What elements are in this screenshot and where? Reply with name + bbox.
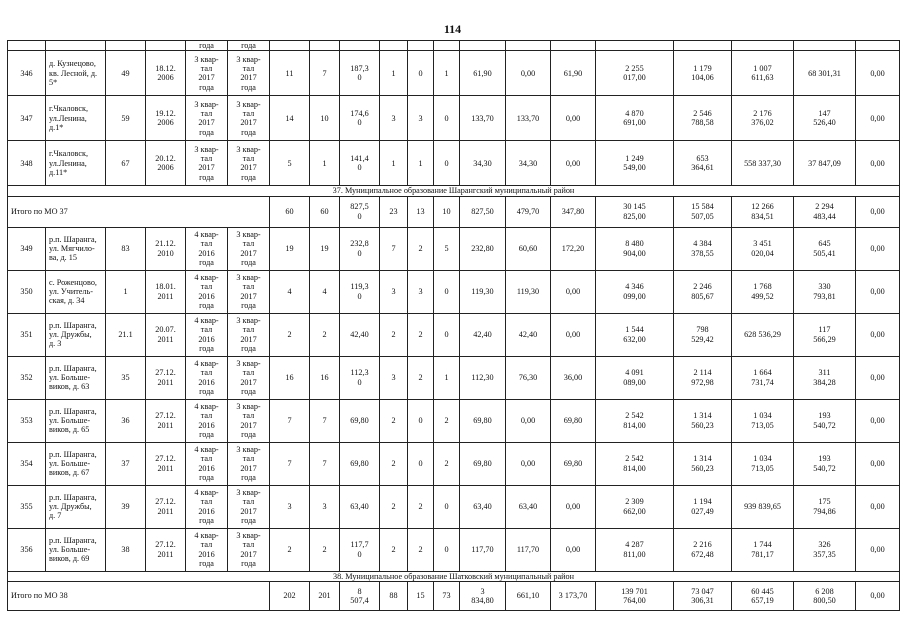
table-cell: 3 (380, 270, 408, 313)
table-cell: 355 (8, 485, 46, 528)
table-cell: 69,80 (460, 399, 506, 442)
table-cell: 88 (380, 581, 408, 610)
table-cell: 8 480 904,00 (596, 227, 674, 270)
total-row (8, 196, 900, 227)
table-cell: 4 091 089,00 (596, 356, 674, 399)
table-cell: 10 (310, 96, 340, 141)
table-cell (310, 41, 340, 51)
table-cell: 0 (434, 485, 460, 528)
table-cell: 311 384,28 (794, 356, 856, 399)
table-cell: 0,00 (551, 141, 596, 186)
table-cell: 3 квар- тал 2017 года (228, 270, 270, 313)
table-cell: 11 (270, 51, 310, 96)
table-cell: 3 квар- тал 2017 года (228, 227, 270, 270)
table-cell: с. Роженцово, ул. Учитель- ская, д. 34 (46, 270, 106, 313)
table-cell: 0,00 (856, 270, 900, 313)
table-cell: 0,00 (551, 528, 596, 571)
table-cell: 2 (434, 442, 460, 485)
table-cell: 0,00 (856, 485, 900, 528)
table-cell: 20.07. 2011 (146, 313, 186, 356)
table-cell: 69,80 (551, 399, 596, 442)
table-cell: 798 529,42 (674, 313, 732, 356)
table-cell: Итого по МО 37 (8, 196, 270, 227)
table-cell: 4 квар- тал 2016 года (186, 442, 228, 485)
table-row (8, 41, 900, 51)
table-row (8, 96, 900, 141)
table-cell: 827,50 (460, 196, 506, 227)
table-cell: 1 (434, 51, 460, 96)
table-cell: 39 (106, 485, 146, 528)
table-cell: 1 664 731,74 (732, 356, 794, 399)
table-cell: 27.12. 2011 (146, 442, 186, 485)
table-row (8, 399, 900, 442)
table-cell: 350 (8, 270, 46, 313)
table-cell: 0 (408, 399, 434, 442)
table-cell: 1 (380, 141, 408, 186)
table-cell: 2 (270, 313, 310, 356)
table-cell (106, 41, 146, 51)
table-cell: 27.12. 2011 (146, 528, 186, 571)
table-cell: 37 (106, 442, 146, 485)
table-cell: 2 (380, 399, 408, 442)
table-row (8, 442, 900, 485)
table-cell (408, 41, 434, 51)
table-cell: 38. Муниципальное образование Шатковский муниципальный район (8, 571, 900, 581)
table-cell: 939 839,65 (732, 485, 794, 528)
table-cell: 4 квар- тал 2016 года (186, 399, 228, 442)
table-cell (794, 41, 856, 51)
table-cell: года (228, 41, 270, 51)
table-cell: 147 526,40 (794, 96, 856, 141)
table-cell: 35 (106, 356, 146, 399)
table-cell: 0,00 (506, 51, 551, 96)
table-cell: 2 (380, 528, 408, 571)
table-cell: 1 034 713,05 (732, 442, 794, 485)
table-cell: 3 квар- тал 2017 года (186, 51, 228, 96)
table-cell (146, 41, 186, 51)
table-cell: р.п. Шаранга, ул. Мягчило- ва, д. 15 (46, 227, 106, 270)
table-cell: 202 (270, 581, 310, 610)
table-cell: 193 540,72 (794, 399, 856, 442)
table-cell: 69,80 (340, 442, 380, 485)
table-cell: 42,40 (506, 313, 551, 356)
table-cell (506, 41, 551, 51)
table-cell: 6 208 800,50 (794, 581, 856, 610)
table-cell: 16 (270, 356, 310, 399)
table-cell: 0,00 (856, 227, 900, 270)
table-cell (460, 41, 506, 51)
table-cell: 61,90 (460, 51, 506, 96)
table-cell: 139 701 764,00 (596, 581, 674, 610)
table-cell: 2 216 672,48 (674, 528, 732, 571)
table-cell: 2 (408, 313, 434, 356)
table-cell (270, 41, 310, 51)
table-cell: 348 (8, 141, 46, 186)
table-cell: 1 314 560,23 (674, 442, 732, 485)
table-cell: 2 294 483,44 (794, 196, 856, 227)
table-cell: 3 (408, 96, 434, 141)
table-cell: 175 794,86 (794, 485, 856, 528)
table-cell: 0,00 (856, 141, 900, 186)
table-cell: 2 (380, 485, 408, 528)
table-cell: р.п. Шаранга, ул. Больше- виков, д. 65 (46, 399, 106, 442)
table-cell: 653 364,61 (674, 141, 732, 186)
table-cell: 4 квар- тал 2016 года (186, 485, 228, 528)
table-cell: 37 847,09 (794, 141, 856, 186)
table-cell: 645 505,41 (794, 227, 856, 270)
table-cell: 18.12. 2006 (146, 51, 186, 96)
table-cell: 21.1 (106, 313, 146, 356)
table-cell: д. Кузнецово, кв. Лесной, д. 5* (46, 51, 106, 96)
table-cell: 1 034 713,05 (732, 399, 794, 442)
table-cell: 2 (380, 313, 408, 356)
table-cell: 36 (106, 399, 146, 442)
table-cell: 8 507,4 (340, 581, 380, 610)
table-row (8, 356, 900, 399)
table-cell: 2 255 017,00 (596, 51, 674, 96)
table-cell: 12 266 834,51 (732, 196, 794, 227)
table-cell: 4 квар- тал 2016 года (186, 270, 228, 313)
table-cell: 34,30 (506, 141, 551, 186)
table-cell: 0 (434, 528, 460, 571)
total-row (8, 581, 900, 610)
table-cell: 119,3 0 (340, 270, 380, 313)
table-cell: 3 квар- тал 2017 года (228, 313, 270, 356)
table-cell: 60 445 657,19 (732, 581, 794, 610)
table-cell (434, 41, 460, 51)
table-cell (732, 41, 794, 51)
table-cell: р.п. Шаранга, ул. Больше- виков, д. 69 (46, 528, 106, 571)
table-cell: 1 007 611,63 (732, 51, 794, 96)
table-cell: р.п. Шаранга, ул. Дружбы, д. 7 (46, 485, 106, 528)
table-cell: 4 квар- тал 2016 года (186, 528, 228, 571)
table-cell: 5 (270, 141, 310, 186)
table-cell: 2 176 376,02 (732, 96, 794, 141)
table-cell: 60 (270, 196, 310, 227)
table-cell: 1 (408, 141, 434, 186)
table-cell: р.п. Шаранга, ул. Больше- виков, д. 63 (46, 356, 106, 399)
table-cell: 0,00 (856, 442, 900, 485)
table-cell: 34,30 (460, 141, 506, 186)
table-cell: 63,40 (506, 485, 551, 528)
table-cell: 0 (434, 270, 460, 313)
table-cell: 59 (106, 96, 146, 141)
table-cell: 73 (434, 581, 460, 610)
table-cell: 0,00 (856, 356, 900, 399)
table-cell: 0,00 (506, 442, 551, 485)
table-cell: 2 546 788,58 (674, 96, 732, 141)
table-cell (8, 41, 46, 51)
table-cell: 1 (380, 51, 408, 96)
table-cell: 174,6 0 (340, 96, 380, 141)
table-cell: 3 173,70 (551, 581, 596, 610)
table-cell: 112,3 0 (340, 356, 380, 399)
table-cell: года (186, 41, 228, 51)
table-cell: 36,00 (551, 356, 596, 399)
table-cell: 69,80 (551, 442, 596, 485)
table-cell: 4 квар- тал 2016 года (186, 227, 228, 270)
table-cell: 2 (380, 442, 408, 485)
table-cell: 2 114 972,98 (674, 356, 732, 399)
table-cell: 2 (270, 528, 310, 571)
table-cell: 7 (380, 227, 408, 270)
table-cell: 7 (310, 51, 340, 96)
table-cell: 349 (8, 227, 46, 270)
table-cell: 1 744 781,17 (732, 528, 794, 571)
table-cell: 37. Муниципальное образование Шарангский муниципальный район (8, 186, 900, 196)
table-cell: р.п. Шаранга, ул. Дружбы, д. 3 (46, 313, 106, 356)
table-cell: 0,00 (506, 399, 551, 442)
table-cell (380, 41, 408, 51)
table-cell (551, 41, 596, 51)
table-cell: 187,3 0 (340, 51, 380, 96)
table-cell (340, 41, 380, 51)
table-cell: 351 (8, 313, 46, 356)
table-cell: 2 542 814,00 (596, 399, 674, 442)
table-cell: 3 квар- тал 2017 года (186, 141, 228, 186)
table-cell: 61,90 (551, 51, 596, 96)
table-cell: 4 346 099,00 (596, 270, 674, 313)
table-cell: 661,10 (506, 581, 551, 610)
table-cell: г.Чкаловск, ул.Ленина, д.11* (46, 141, 106, 186)
table-cell: 14 (270, 96, 310, 141)
table-cell: 1 544 632,00 (596, 313, 674, 356)
table-cell: 60 (310, 196, 340, 227)
table-cell: 2 (408, 528, 434, 571)
table-cell: 15 (408, 581, 434, 610)
table-row (8, 485, 900, 528)
table-cell: 0,00 (551, 485, 596, 528)
table-cell: 354 (8, 442, 46, 485)
table-cell: 2 (310, 528, 340, 571)
table-cell: 0,00 (551, 96, 596, 141)
table-cell: р.п. Шаранга, ул. Больше- виков, д. 67 (46, 442, 106, 485)
table-cell: 2 (434, 399, 460, 442)
table-cell: 4 (270, 270, 310, 313)
table-cell: 3 (270, 485, 310, 528)
table-row (8, 141, 900, 186)
table-cell: 479,70 (506, 196, 551, 227)
table-cell: 117,70 (460, 528, 506, 571)
table-cell: 119,30 (460, 270, 506, 313)
table-cell: 1 768 499,52 (732, 270, 794, 313)
table-cell: 3 квар- тал 2017 года (228, 356, 270, 399)
table-cell: 3 квар- тал 2017 года (228, 399, 270, 442)
table-cell: 7 (270, 442, 310, 485)
table-cell: 3 квар- тал 2017 года (186, 96, 228, 141)
table-cell: 0 (408, 51, 434, 96)
table-cell: 19 (310, 227, 340, 270)
table-cell: 3 834,80 (460, 581, 506, 610)
table-cell: 0,00 (856, 528, 900, 571)
table-cell: 2 542 814,00 (596, 442, 674, 485)
table-cell: 1 314 560,23 (674, 399, 732, 442)
table-cell: 19.12. 2006 (146, 96, 186, 141)
table-cell: 3 квар- тал 2017 года (228, 485, 270, 528)
table-cell: 0,00 (856, 51, 900, 96)
table-cell: 0 (434, 141, 460, 186)
table-row (8, 528, 900, 571)
table-cell: 326 357,35 (794, 528, 856, 571)
table-cell: 7 (310, 442, 340, 485)
table-cell: 3 (408, 270, 434, 313)
table-cell: 0,00 (551, 270, 596, 313)
table-cell: 3 (380, 356, 408, 399)
table-cell: 3 квар- тал 2017 года (228, 96, 270, 141)
table-cell: 2 309 662,00 (596, 485, 674, 528)
table-cell: 193 540,72 (794, 442, 856, 485)
table-cell: 13 (408, 196, 434, 227)
table-cell: 352 (8, 356, 46, 399)
table-cell: 0 (434, 313, 460, 356)
table-cell: 3 (380, 96, 408, 141)
table-cell: 27.12. 2011 (146, 399, 186, 442)
table-cell: 558 337,30 (732, 141, 794, 186)
table-cell (46, 41, 106, 51)
table-cell: 19 (270, 227, 310, 270)
table-cell: 2 (408, 356, 434, 399)
table-cell: 3 квар- тал 2017 года (228, 442, 270, 485)
table-cell: 27.12. 2011 (146, 356, 186, 399)
table-cell: 356 (8, 528, 46, 571)
table-cell: 30 145 825,00 (596, 196, 674, 227)
table-cell: 7 (310, 399, 340, 442)
table-cell: 42,40 (460, 313, 506, 356)
table-cell: 4 870 691,00 (596, 96, 674, 141)
table-cell: 1 (310, 141, 340, 186)
table-cell: 1 (106, 270, 146, 313)
table-row (8, 227, 900, 270)
section-heading-row (8, 571, 900, 581)
table-cell (596, 41, 674, 51)
table-cell: 3 (310, 485, 340, 528)
table-cell (856, 41, 900, 51)
table-cell: г.Чкаловск, ул.Ленина, д.1* (46, 96, 106, 141)
table-cell: 1 179 104,06 (674, 51, 732, 96)
table-cell: 16 (310, 356, 340, 399)
table-cell (674, 41, 732, 51)
table-cell: 10 (434, 196, 460, 227)
section-heading-row (8, 186, 900, 196)
table-row (8, 313, 900, 356)
table-cell: 15 584 507,05 (674, 196, 732, 227)
table-cell: 27.12. 2011 (146, 485, 186, 528)
table-cell: 232,80 (460, 227, 506, 270)
table-cell: 0,00 (856, 196, 900, 227)
table-cell: 201 (310, 581, 340, 610)
table-cell: 42,40 (340, 313, 380, 356)
table-cell: 117,7 0 (340, 528, 380, 571)
table-cell: 18.01. 2011 (146, 270, 186, 313)
table-cell: 7 (270, 399, 310, 442)
table-cell: 21.12. 2010 (146, 227, 186, 270)
table-cell: 83 (106, 227, 146, 270)
table-cell: 23 (380, 196, 408, 227)
table-row (8, 51, 900, 96)
table-cell: 0,00 (856, 399, 900, 442)
table-cell: 0,00 (551, 313, 596, 356)
table-cell: 3 квар- тал 2017 года (228, 528, 270, 571)
table-cell: 112,30 (460, 356, 506, 399)
table-cell: 3 квар- тал 2017 года (228, 51, 270, 96)
table-cell: 2 (408, 485, 434, 528)
table-cell: 5 (434, 227, 460, 270)
table-cell: 38 (106, 528, 146, 571)
table-cell: 133,70 (506, 96, 551, 141)
table-cell: 1 249 549,00 (596, 141, 674, 186)
table-cell: 2 (408, 227, 434, 270)
table-cell: 49 (106, 51, 146, 96)
table-cell: 827,5 0 (340, 196, 380, 227)
table-cell: 63,40 (340, 485, 380, 528)
table-cell: 69,80 (340, 399, 380, 442)
page-number: 114 (443, 22, 462, 36)
table-cell: 353 (8, 399, 46, 442)
table-cell: 73 047 306,31 (674, 581, 732, 610)
table-cell: 0 (434, 96, 460, 141)
table-cell: 119,30 (506, 270, 551, 313)
table-row (8, 270, 900, 313)
table-cell: 4 квар- тал 2016 года (186, 356, 228, 399)
table-cell: 4 384 378,55 (674, 227, 732, 270)
table-cell: 69,80 (460, 442, 506, 485)
table-cell: 76,30 (506, 356, 551, 399)
table-cell: 3 квар- тал 2017 года (228, 141, 270, 186)
table-cell: 0,00 (856, 96, 900, 141)
table-cell: 141,4 0 (340, 141, 380, 186)
table-cell: 2 (310, 313, 340, 356)
table-cell: 628 536,29 (732, 313, 794, 356)
table-cell: 4 287 811,00 (596, 528, 674, 571)
table-cell: 3 451 020,04 (732, 227, 794, 270)
table-cell: 60,60 (506, 227, 551, 270)
table-cell: 67 (106, 141, 146, 186)
table-cell: 347,80 (551, 196, 596, 227)
table-cell: 68 301,31 (794, 51, 856, 96)
table-cell: 346 (8, 51, 46, 96)
table-cell: 0,00 (856, 581, 900, 610)
housing-table (7, 40, 900, 611)
table-cell: 4 квар- тал 2016 года (186, 313, 228, 356)
table-cell: 0,00 (856, 313, 900, 356)
table-cell: 2 246 805,67 (674, 270, 732, 313)
table-cell: 330 793,81 (794, 270, 856, 313)
table-cell: 1 (434, 356, 460, 399)
table-cell: Итого по МО 38 (8, 581, 270, 610)
table-cell: 117 566,29 (794, 313, 856, 356)
table-cell: 4 (310, 270, 340, 313)
table-cell: 20.12. 2006 (146, 141, 186, 186)
table-cell: 1 194 027,49 (674, 485, 732, 528)
table-cell: 232,8 0 (340, 227, 380, 270)
table-cell: 172,20 (551, 227, 596, 270)
table-cell: 0 (408, 442, 434, 485)
table-cell: 63,40 (460, 485, 506, 528)
table-cell: 117,70 (506, 528, 551, 571)
table-cell: 133,70 (460, 96, 506, 141)
table-cell: 347 (8, 96, 46, 141)
